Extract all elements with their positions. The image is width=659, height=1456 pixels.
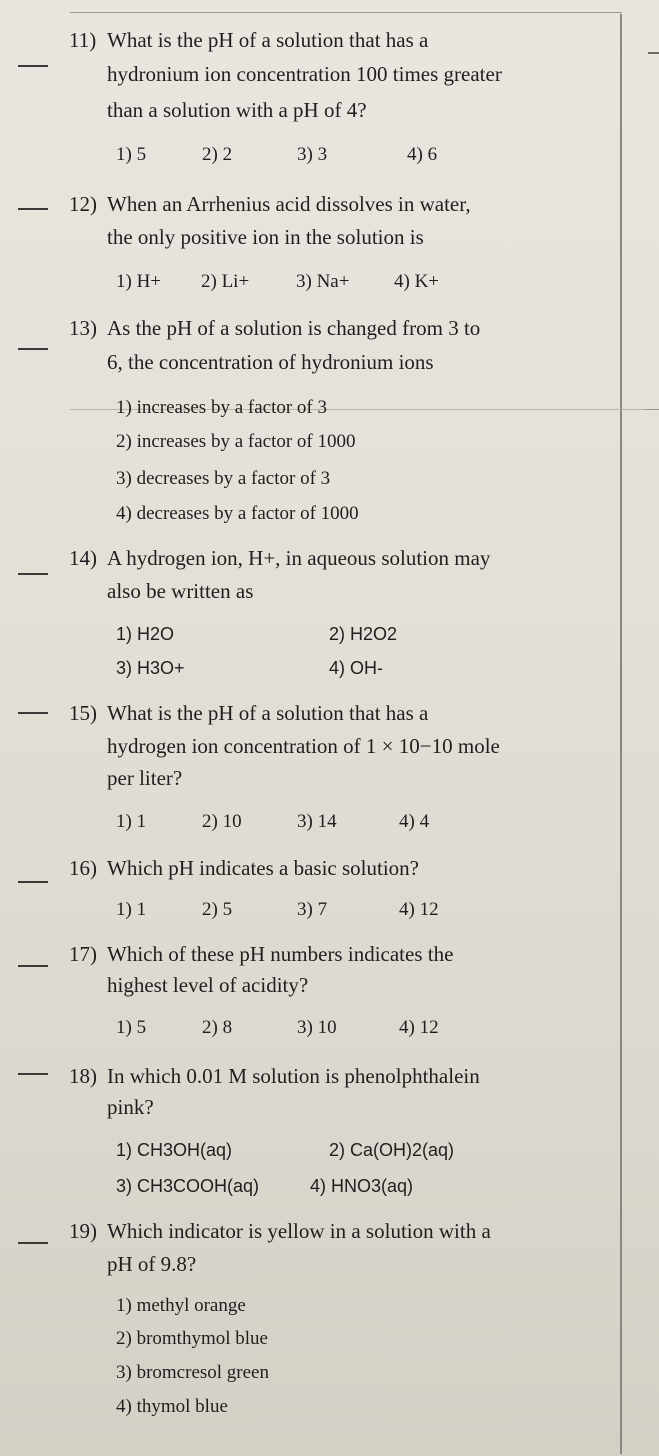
question-number: 14): [69, 546, 97, 570]
question-text: As the pH of a solution is changed from 3 to: [107, 316, 481, 340]
answer-choice[interactable]: 3) decreases by a factor of 3: [116, 468, 331, 489]
answer-blank[interactable]: [18, 208, 48, 210]
edge-mark: [648, 52, 659, 54]
answer-choice[interactable]: 3) 7: [297, 899, 328, 920]
answer-choice[interactable]: 4) thymol blue: [116, 1396, 228, 1417]
answer-choice[interactable]: 4) K+: [394, 271, 440, 292]
question-number: 15): [69, 701, 97, 725]
answer-choice[interactable]: 4) 12: [399, 1017, 439, 1038]
answer-choice[interactable]: 2) Li+: [201, 271, 250, 292]
answer-choice[interactable]: 1) 5: [116, 1017, 147, 1038]
answer-choice[interactable]: 2) H2O2: [329, 624, 398, 644]
answer-choice[interactable]: 1) H2O: [116, 624, 175, 644]
answer-choice[interactable]: 3) CH3COOH(aq): [116, 1176, 260, 1196]
question-text: highest level of acidity?: [107, 973, 309, 997]
question-number: 19): [69, 1219, 97, 1243]
question-text: per liter?: [107, 766, 183, 790]
answer-choice[interactable]: 1) 1: [116, 811, 147, 832]
answer-choice[interactable]: 3) Na+: [296, 271, 350, 292]
answer-blank[interactable]: [18, 965, 48, 967]
question-text: What is the pH of a solution that has a: [107, 701, 429, 725]
question-text: In which 0.01 M solution is phenolphthalein: [107, 1064, 480, 1088]
question-number: 13): [69, 316, 97, 340]
edge-mark: [645, 409, 659, 410]
answer-choice[interactable]: 2) Ca(OH)2(aq): [329, 1140, 455, 1160]
answer-choice[interactable]: 2) increases by a factor of 1000: [116, 431, 356, 452]
question-text: Which of these pH numbers indicates the: [107, 942, 454, 966]
answer-blank[interactable]: [18, 348, 48, 350]
question-text: also be written as: [107, 579, 254, 603]
answer-choice[interactable]: 3) 3: [297, 144, 328, 165]
answer-choice[interactable]: 3) H3O+: [116, 658, 185, 678]
question-number: 11): [69, 28, 97, 52]
answer-choice[interactable]: 2) 8: [202, 1017, 233, 1038]
answer-blank[interactable]: [18, 573, 48, 575]
answer-choice[interactable]: 1) CH3OH(aq): [116, 1140, 233, 1160]
answer-choice[interactable]: 1) 1: [116, 899, 147, 920]
answer-choice[interactable]: 1) 5: [116, 144, 147, 165]
question-number: 16): [69, 856, 97, 880]
answer-choice[interactable]: 2) 5: [202, 899, 233, 920]
answer-choice[interactable]: 1) methyl orange: [116, 1295, 246, 1316]
question-text: than a solution with a pH of 4?: [107, 98, 367, 122]
answer-blank[interactable]: [18, 712, 48, 714]
answer-choice[interactable]: 4) 6: [407, 144, 438, 165]
answer-blank[interactable]: [18, 1242, 48, 1244]
question-text: the only positive ion in the solution is: [107, 225, 424, 249]
answer-choice[interactable]: 3) bromcresol green: [116, 1362, 269, 1383]
page-border-top: [70, 12, 622, 13]
answer-choice[interactable]: 3) 10: [297, 1017, 337, 1038]
answer-blank[interactable]: [18, 881, 48, 883]
question-number: 17): [69, 942, 97, 966]
answer-choice[interactable]: 4) 4: [399, 811, 430, 832]
answer-choice[interactable]: 1) H+: [116, 271, 162, 292]
question-text: 6, the concentration of hydronium ions: [107, 350, 434, 374]
question-text: Which pH indicates a basic solution?: [107, 856, 419, 880]
answer-blank[interactable]: [18, 65, 48, 67]
question-text: Which indicator is yellow in a solution with a: [107, 1219, 491, 1243]
answer-choice[interactable]: 4) 12: [399, 899, 439, 920]
question-text: hydronium ion concentration 100 times greater: [107, 62, 502, 86]
question-text: When an Arrhenius acid dissolves in water,: [107, 192, 471, 216]
answer-choice[interactable]: 2) 2: [202, 144, 233, 165]
question-text: pH of 9.8?: [107, 1252, 197, 1276]
answer-choice[interactable]: 2) 10: [202, 811, 242, 832]
answer-choice[interactable]: 4) HNO3(aq): [310, 1176, 414, 1196]
question-number: 12): [69, 192, 97, 216]
answer-choice[interactable]: 4) OH-: [329, 658, 383, 678]
question-text: A hydrogen ion, H+, in aqueous solution may: [107, 546, 491, 570]
answer-choice[interactable]: 4) decreases by a factor of 1000: [116, 503, 359, 524]
answer-blank[interactable]: [18, 1073, 48, 1075]
question-text: hydrogen ion concentration of 1 × 10−10 mole: [107, 734, 500, 758]
column-divider: [620, 14, 622, 1454]
question-number: 18): [69, 1064, 97, 1088]
question-text: pink?: [107, 1095, 154, 1119]
answer-choice[interactable]: 2) bromthymol blue: [116, 1328, 268, 1349]
question-text: What is the pH of a solution that has a: [107, 28, 429, 52]
answer-choice[interactable]: 3) 14: [297, 811, 337, 832]
answer-choice[interactable]: 1) increases by a factor of 3: [116, 397, 328, 418]
